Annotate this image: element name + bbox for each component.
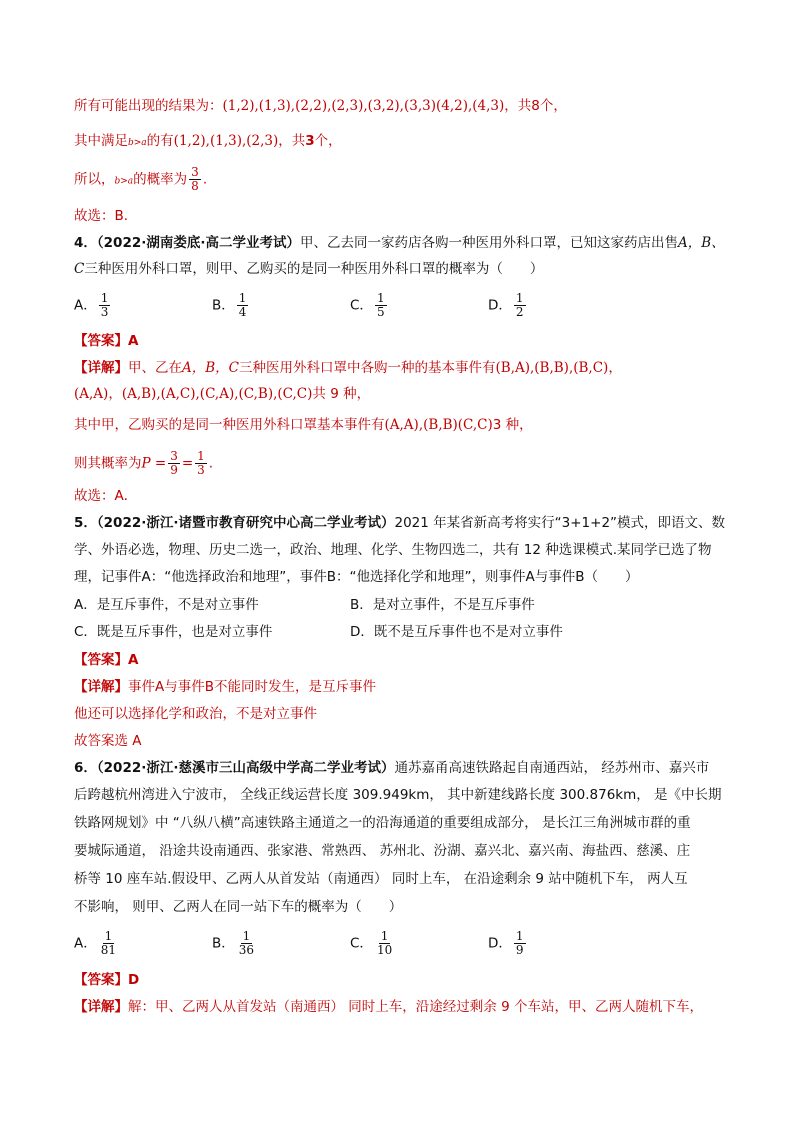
text: 不影响， 则甲、乙两人在同一站下车的概率为（ ） [74, 899, 403, 915]
denominator: 9 [170, 463, 178, 477]
option-label: A． [74, 297, 97, 314]
math-expression: (B,A),(B,B),(B,C)， [495, 360, 622, 376]
favorable-line [74, 131, 342, 153]
math-expression: = [181, 455, 194, 472]
question-number: 5． [74, 515, 97, 531]
fraction [195, 450, 207, 477]
text: 通苏嘉甬高速铁路起自南通西站， 经苏州市、嘉兴市 [394, 760, 710, 776]
question-source: （2022·湖南娄底·高二学业考试） [96, 235, 300, 251]
option-label: C． [350, 297, 373, 314]
text: 则其概率为 [74, 455, 142, 472]
text: 所有可能出现的结果为： [74, 98, 223, 114]
text: 解：甲、乙两人从首发站（南通西） 同时上车，沿途经过剩余 9 个车站，甲、乙两人随机下车， [128, 999, 703, 1015]
text: 所以， [74, 171, 115, 188]
numerator: 1 [238, 291, 247, 305]
q5-detail-line-3 [74, 731, 142, 751]
q4-option-a [74, 292, 112, 319]
text: 后跨越杭州湾进入宁波市， 全线正线运营长度 309.949km， 其中新建线路长度 300.876km， 是《中长期 [74, 787, 722, 803]
numerator: 1 [242, 929, 251, 943]
math-expression: b>a [114, 176, 134, 187]
fraction [375, 292, 387, 319]
denominator: 2 [515, 305, 524, 319]
text: . [202, 171, 208, 188]
q6-option-d [488, 930, 528, 957]
text: 他还可以选择化学和政治，不是对立事件 [74, 706, 317, 722]
math-expression: A，B，C [182, 360, 239, 376]
option-label: B． [212, 935, 235, 952]
q6-stem-line-2 [74, 785, 722, 805]
q5-detail-line-2 [74, 704, 317, 724]
text: 甲、乙在 [128, 360, 182, 376]
math-expression: C [74, 261, 85, 277]
answer-value: A [128, 333, 139, 349]
text: 的有 [146, 133, 174, 149]
q5-option-a: A．是互斥事件，不是对立事件 [74, 597, 259, 613]
q4-detail-line-2 [74, 384, 370, 404]
q6-option-c [350, 930, 396, 957]
text: 桥等 10 座车站.假设甲、乙两人从首发站（南通西） 同时上车， 在沿途剩余 9 站中随机下车， 两人互 [74, 871, 688, 887]
q5-stem-line-3 [74, 567, 638, 587]
fraction [99, 930, 118, 957]
text: 铁路网规划》中 “八纵八横”高速铁路主通道之一的沿海通道的重要组成部分， 是长江三角洲城市群的重 [74, 815, 691, 831]
numerator: 1 [380, 929, 389, 943]
text: ，共 [278, 133, 306, 149]
numerator: 1 [515, 291, 524, 305]
q4-detail-line-4 [74, 450, 213, 477]
denominator: 81 [100, 943, 117, 957]
numerator: 1 [515, 929, 524, 943]
fraction [168, 450, 180, 477]
text: 三种医用外科口罩，则甲、乙购买的是同一种医用外科口罩的概率为（ ） [84, 261, 544, 277]
question-source: （2022·浙江·慈溪市三山高级中学高二学业考试） [96, 760, 395, 776]
option-label: D． [488, 935, 512, 952]
q6-stem-line-4 [74, 841, 690, 861]
q4-stem-line-1 [74, 233, 725, 253]
text: . [208, 455, 214, 472]
answer-value: D [128, 972, 140, 988]
q4-stem-line-2 [74, 259, 543, 279]
numerator: 1 [376, 291, 385, 305]
q4-option-c [350, 292, 389, 319]
detail-tag: 【详解】 [74, 679, 128, 695]
fraction [237, 292, 249, 319]
q6-detail-line-1 [74, 997, 703, 1017]
option-label: A． [74, 935, 97, 952]
q5-answer [74, 650, 138, 670]
text: 共 9 种， [312, 386, 371, 402]
q6-stem-line-1 [74, 758, 709, 778]
text: 其中甲，乙购买的是同一种医用外科口罩基本事件有 [74, 417, 385, 433]
answer-tag: 【答案】 [74, 652, 128, 668]
q4-option-d [488, 292, 528, 319]
math-expression: (1,2),(1,3),(2,2),(2,3),(3,2),(3,3)(4,2),(4,3) [222, 98, 505, 114]
text: 三种医用外科口罩中各购一种的基本事件有 [239, 360, 496, 376]
text: 的概率为 [133, 171, 188, 188]
answer-tag: 【答案】 [74, 972, 128, 988]
q6-stem-line-6 [74, 897, 402, 917]
question-number: 4． [74, 235, 97, 251]
option-label: D． [488, 297, 512, 314]
q4-option-b [212, 292, 250, 319]
answer-value: A [128, 652, 139, 668]
detail-tag: 【详解】 [74, 360, 128, 376]
numerator: 3 [191, 165, 199, 179]
q4-conclusion [74, 486, 137, 506]
q5-detail-line-1 [74, 677, 376, 697]
text: 理，记事件A：“他选择政治和地理”，事件B：“他选择化学和地理”，则事件A与事件B（ ） [74, 569, 639, 585]
question-source: （2022·浙江·诸暨市教育研究中心高二学业考试） [96, 515, 395, 531]
fraction [514, 292, 526, 319]
numerator: 1 [100, 291, 109, 305]
math-expression: (A,A),(B,B)(C,C) [384, 417, 493, 433]
math-expression: (1,2),(1,3),(2,3) [173, 133, 279, 149]
q6-stem-line-5 [74, 869, 688, 889]
text: 甲、乙去同一家药店各购一种医用外科口罩，已知这家药店出售 [300, 235, 678, 251]
fraction [375, 930, 394, 957]
text: 3 [305, 133, 315, 149]
q6-option-a [74, 930, 120, 957]
denominator: 4 [238, 305, 247, 319]
math-expression: b>a [128, 138, 147, 148]
q6-option-b [212, 930, 258, 957]
result-list-line [74, 96, 567, 116]
denominator: 3 [100, 305, 109, 319]
denominator: 9 [515, 943, 524, 957]
math-expression: P = [141, 455, 167, 472]
math-expression: A，B、 [678, 235, 725, 251]
fraction [237, 930, 256, 957]
denominator: 3 [197, 463, 205, 477]
probability-line [74, 166, 207, 193]
q5-option-c: C．既是互斥事件，也是对立事件 [74, 624, 273, 640]
q4-answer [74, 331, 138, 351]
fraction [189, 166, 201, 193]
q4-detail-line-3 [74, 415, 533, 435]
q4-detail-line-1 [74, 358, 622, 378]
answer-tag: 【答案】 [74, 333, 128, 349]
q5-option-b: B．是对立事件，不是互斥事件 [350, 597, 535, 613]
text: 学、外语必选，物理、历史二选一，政治、地理、化学、生物四选二，共有 12 种选课模式.某同学已选了物 [74, 542, 712, 558]
numerator: 1 [197, 449, 205, 463]
text: 要城际通道， 沿途共设南通西、张家港、常熟西、 苏州北、汾湖、嘉兴北、嘉兴南、海盐西、慈溪、庄 [74, 843, 691, 859]
option-label: B． [212, 297, 235, 314]
q5-stem-line-1 [74, 513, 725, 533]
option-label: C． [350, 935, 373, 952]
text: 其中满足 [74, 133, 128, 149]
text: ，共8个， [504, 98, 567, 114]
fraction [99, 292, 111, 319]
denominator: 5 [376, 305, 385, 319]
q5-stem-line-2 [74, 540, 712, 560]
q6-answer [74, 970, 139, 990]
numerator: 3 [170, 449, 178, 463]
text: 事件A与事件B不能同时发生，是互斥事件 [128, 679, 376, 695]
math-expression: (A,A)，(A,B),(A,C),(C,A),(C,B),(C,C) [74, 386, 313, 402]
text: 故答案选 A [74, 733, 142, 749]
denominator: 10 [376, 943, 393, 957]
text: 3 种， [492, 417, 533, 433]
denominator: 36 [238, 943, 255, 957]
question-number: 6． [74, 760, 97, 776]
q6-stem-line-3 [74, 813, 691, 833]
text: 2021 年某省新高考将实行“3+1+2”模式，即语文、数 [394, 515, 726, 531]
fraction [514, 930, 526, 957]
text: 故选：B. [74, 208, 129, 224]
text: 故选：A． [74, 488, 138, 504]
numerator: 1 [104, 929, 113, 943]
conclusion-line [74, 206, 128, 226]
q5-option-d: D．既不是互斥事件也不是对立事件 [350, 624, 563, 640]
text: 个， [314, 133, 342, 149]
detail-tag: 【详解】 [74, 999, 128, 1015]
denominator: 8 [191, 179, 199, 193]
